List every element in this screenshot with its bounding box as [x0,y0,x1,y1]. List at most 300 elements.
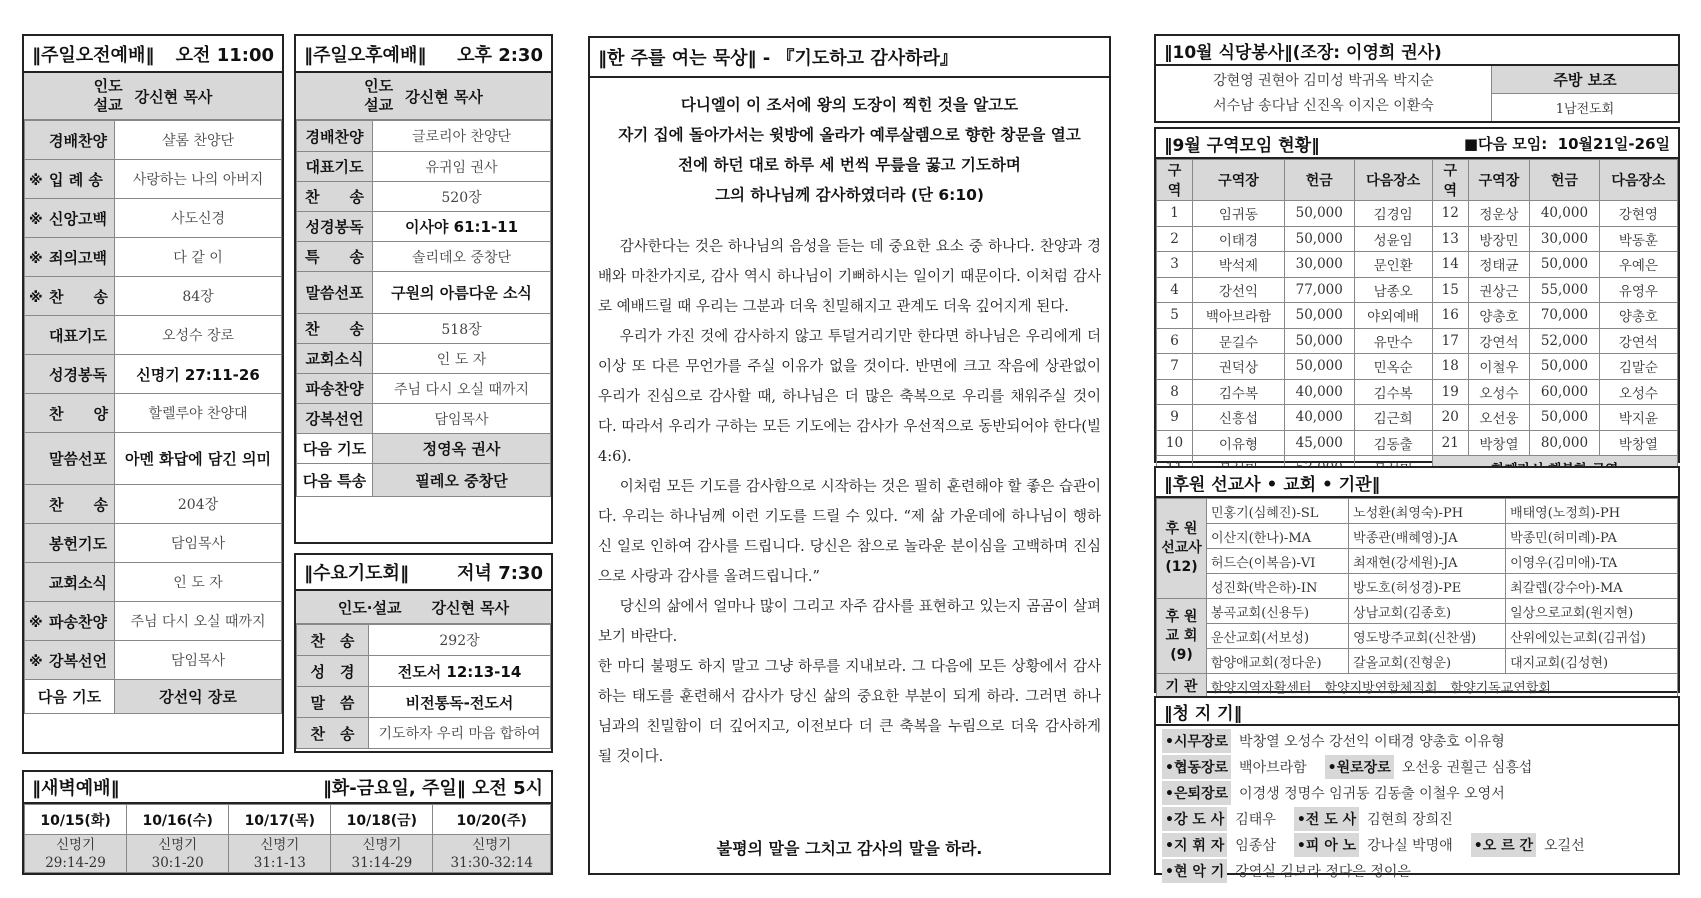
dawn-book: 신명기 [158,836,198,853]
district-header [1156,129,1678,159]
district-cell: 박지윤 [1599,405,1677,431]
district-column-header: 헌금 [1530,160,1600,201]
meditation-paragraph: 이처럼 모든 기도를 감사함으로 시작하는 것은 필히 훈련해야 할 좋은 습관이다. 우리는 하나님께 이런 기도를 드릴 수 있다. “제 삶 가운데에 하나님이 행하신 일로 인하여 감사를 드립니다. 당신은 참으로 놀라운 분이심을 고백하며 진심으로 사랑과 감사를 올려드립니다.” [598,479,1101,585]
morning-order-row [25,160,282,199]
morning-service-time: 오전 11:00 [175,44,274,66]
morning-order-value: 샬롬 찬양단 [115,121,282,160]
morning-order-label-text: 대표기도 [49,326,107,345]
support-table [1156,498,1678,699]
morning-order-label [25,160,115,199]
district-cell: 50,000 [1284,201,1354,227]
district-cell: 40,000 [1530,201,1600,227]
meditation-header [590,38,1109,78]
dawn-book: 신명기 [55,836,96,853]
afternoon-order-label: 경배찬양 [297,121,373,152]
afternoon-leader-row [296,73,551,120]
district-cell: 남종오 [1354,277,1432,303]
morning-order-row [25,563,282,602]
support-panel [1154,466,1680,696]
morning-order-label-text: 찬 양 [49,404,108,423]
meditation-paragraph: 한 마디 불평도 하지 말고 그냥 하루를 지내보라. 그 다음에 모든 상황에서 감사하는 태도를 훈련해서 감사가 당신 삶의 중요한 부분이 되게 하라. 그러면 하나님과의 친밀함이 더 깊어지고, 이전보다 더 큰 축복을 누림으로 더욱 감사하게 될 것이다. [598,659,1101,765]
afternoon-order-value: 구원의 아름다운 소식 [373,272,551,314]
district-cell: 강현영 [1599,201,1677,227]
scripture-line: 자기 집에 돌아가서는 윗방에 올라가 예루살렘으로 향한 창문을 열고 [618,126,1081,144]
morning-order-value: 인 도 자 [115,563,282,602]
morning-order-value: 다 같 이 [115,238,282,277]
morning-order-value: 84장 [115,277,282,316]
afternoon-service-title: ‖주일오후예배‖ [304,44,427,66]
afternoon-order-row [297,404,551,434]
district-cell: 성윤임 [1354,226,1432,252]
morning-order-row [25,277,282,316]
dawn-passage [127,835,229,873]
morning-order-row [25,602,282,641]
officers-line [1156,728,1678,754]
missionary-name: 이산지(한나)-MA [1207,524,1349,549]
morning-order-label-text: 교회소식 [49,573,107,592]
district-cell: 50,000 [1284,328,1354,354]
district-cell: 70,000 [1530,303,1600,329]
district-cell: 50,000 [1284,303,1354,329]
wednesday-order-row [297,656,551,687]
cafeteria-panel [1154,34,1680,123]
district-header-row [1157,160,1678,201]
morning-service-header [24,36,282,73]
missionary-name: 최갈렙(강수아)-MA [1506,574,1678,599]
district-cell: 50,000 [1530,252,1600,278]
district-row [1157,277,1678,303]
morning-order-label [25,524,115,563]
officers-title: ‖청 지 기‖ [1164,703,1243,724]
missionary-label: 후 원 선교사 (12) [1157,499,1207,599]
dawn-passage [229,835,331,873]
district-row [1157,252,1678,278]
afternoon-service-time: 오후 2:30 [457,44,543,66]
district-cell: 강연석 [1599,328,1677,354]
district-column-header: 구역장 [1193,160,1285,201]
missionary-row [1157,574,1678,599]
district-cell: 문길수 [1193,328,1285,354]
wednesday-order-value: 전도서 12:13-14 [369,656,551,687]
district-row [1157,379,1678,405]
church-row [1157,599,1678,624]
morning-order-row [25,121,282,160]
district-table [1156,159,1678,482]
district-cell: 40,000 [1284,379,1354,405]
scripture-line: 전에 하던 대로 하루 세 번씩 무릎을 꿇고 기도하며 [678,156,1021,174]
district-cell: 민옥순 [1354,354,1432,380]
afternoon-order-label: 말씀선포 [297,272,373,314]
afternoon-service-header [296,36,551,73]
district-cell: 방장민 [1468,226,1529,252]
dawn-service-header [24,772,551,804]
afternoon-order-label: 대표기도 [297,152,373,182]
district-row [1157,430,1678,456]
district-cell: 박석제 [1193,252,1285,278]
morning-order-label-text: 성경봉독 [49,365,107,384]
district-column-header: 구역 [1157,160,1193,201]
cafeteria-members-line2: 서수남 송다남 신진옥 이지은 이환숙 [1213,97,1434,114]
district-column-header: 구역장 [1468,160,1529,201]
afternoon-order-row [297,242,551,272]
afternoon-order-value: 정영옥 권사 [373,434,551,464]
officers-line [1156,754,1678,780]
dawn-verse: 30:1-20 [151,854,204,871]
church-name: 봉곡교회(신용두) [1207,599,1349,624]
dawn-date: 10/18(금) [331,805,433,835]
district-column-header: 다음장소 [1599,160,1677,201]
district-cell: 김수복 [1193,379,1285,405]
afternoon-order-row [297,434,551,464]
district-cell: 정태균 [1468,252,1529,278]
dawn-book: 신명기 [260,836,300,853]
district-cell: 16 [1432,303,1468,329]
church-row [1157,624,1678,649]
church-name: 갈올교회(진형운) [1349,649,1506,674]
missionary-name: 노성환(최영숙)-PH [1349,499,1506,524]
afternoon-order-value: 518장 [373,314,551,344]
support-header [1156,468,1678,498]
morning-order-row [25,355,282,394]
officer-role: •지 휘 자 [1162,833,1227,857]
dawn-date: 10/17(목) [229,805,331,835]
morning-order-label-text: 찬 송 [49,495,108,514]
district-cell: 7 [1157,354,1193,380]
district-cell: 이태경 [1193,226,1285,252]
district-cell: 1 [1157,201,1193,227]
morning-order-mark: ※ [29,172,43,189]
officer-names: 강나실 박명애 [1367,838,1453,854]
afternoon-order-label: 다음 특송 [297,464,373,497]
district-row [1157,303,1678,329]
district-cell: 문인환 [1354,252,1432,278]
wednesday-leader-row [296,591,551,624]
morning-order-value: 신명기 27:11-26 [115,355,282,394]
district-column-header: 구역 [1432,160,1468,201]
morning-order-label [25,433,115,485]
dawn-verse: 31:30-32:14 [450,854,533,871]
afternoon-order-row [297,272,551,314]
wednesday-order-value: 기도하자 우리 마음 합하여 [369,718,551,749]
district-cell: 18 [1432,354,1468,380]
meditation-body [590,224,1109,780]
morning-order-label [25,238,115,277]
wednesday-order-value: 비전통독-전도서 [369,687,551,718]
officer-names: 김현희 장희진 [1367,812,1453,828]
district-cell: 30,000 [1284,252,1354,278]
meditation-panel [588,36,1111,875]
wednesday-order-label: 찬 송 [297,625,369,656]
afternoon-order-value: 이사야 61:1-11 [373,212,551,242]
afternoon-order-label: 교회소식 [297,344,373,374]
officers-line [1156,858,1678,884]
district-row [1157,354,1678,380]
afternoon-order-row [297,212,551,242]
officer-names: 강연실 김보라 정다은 정이은 [1235,864,1411,880]
afternoon-order-value: 주님 다시 오실 때까지 [373,374,551,404]
district-cell: 정운상 [1468,201,1529,227]
officers-header [1156,698,1678,726]
district-row [1157,328,1678,354]
morning-order-value: 할렐루야 찬양대 [115,394,282,433]
district-cell: 52,000 [1530,328,1600,354]
morning-order-label [25,641,115,680]
missionary-row [1157,549,1678,574]
morning-next-prayer-row [25,680,282,714]
organization-row [1157,674,1678,699]
meditation-paragraph: 감사한다는 것은 하나님의 음성을 듣는 데 중요한 요소 중 하나다. 찬양과 경배와 마찬가지로, 감사 역시 하나님이 기뻐하시는 일이기 때문이다. 이처럼 감사로 예배드릴 때 우리는 그분과 더욱 친밀해지고 관계도 더욱 깊어지게 된다. [598,239,1101,315]
dawn-passage-row [25,835,551,873]
morning-order-mark: ※ [29,250,43,267]
morning-order-mark: ※ [29,289,43,306]
morning-order-label [25,355,115,394]
officer-role: •협동장로 [1162,755,1231,779]
dawn-verse: 31:14-29 [351,854,413,871]
officers-list [1156,726,1678,884]
officer-role: •피 아 노 [1294,833,1359,857]
wednesday-order-row [297,718,551,749]
dawn-date: 10/16(수) [127,805,229,835]
afternoon-order-value: 글로리아 찬양단 [373,121,551,152]
organization-label: 기 관 [1157,674,1207,699]
afternoon-order-label: 찬 송 [297,182,373,212]
morning-order-mark: ※ [29,653,43,670]
dawn-date: 10/20(주) [433,805,551,835]
morning-leader-row [24,73,282,120]
church-name: 산위에있는교회(김귀섭) [1506,624,1678,649]
wednesday-service-panel [294,553,553,753]
morning-order-label [25,394,115,433]
missionary-name: 최재현(강세원)-JA [1349,549,1506,574]
wednesday-order-value: 292장 [369,625,551,656]
district-cell: 강선익 [1193,277,1285,303]
morning-order-label-text: 죄의고백 [49,248,107,267]
district-cell: 김근희 [1354,405,1432,431]
district-cell: 17 [1432,328,1468,354]
meditation-paragraph: 우리가 가진 것에 감사하지 않고 투덜거리기만 한다면 하나님은 우리에게 더 이상 또 다른 무언가를 주실 이유가 없을 것이다. 반면에 크고 작음에 상관없이 우리가 진심으로 감사할 때, 하나님은 더 많은 축복으로 우리를 채워주실 것이다. 따라서 우리가 구하는 모든 기도에는 감사가 우선적으로 동반되어야 한다(빌 4:6). [598,329,1101,465]
district-cell: 5 [1157,303,1193,329]
meditation-closing: 불평의 말을 그치고 감사의 말을 하라. [716,839,983,858]
district-cell: 14 [1432,252,1468,278]
officer-role: •오 르 간 [1471,833,1536,857]
kitchen-label: 주방 보조 [1492,66,1678,94]
afternoon-order-row [297,314,551,344]
morning-order-row [25,485,282,524]
wednesday-service-time: 저녁 7:30 [457,563,543,584]
district-column-header: 헌금 [1284,160,1354,201]
district-cell: 30,000 [1530,226,1600,252]
district-cell: 12 [1432,201,1468,227]
missionary-name: 박종민(허미례)-PA [1506,524,1678,549]
officer-names: 임종삼 [1235,838,1276,854]
dawn-verse: 31:1-13 [253,854,306,871]
district-cell: 45,000 [1284,430,1354,456]
meditation-scripture [590,90,1109,210]
morning-leader: 강신현 목사 [134,87,213,106]
dawn-book: 신명기 [362,836,402,853]
district-cell: 양총호 [1599,303,1677,329]
wednesday-order-label: 성 경 [297,656,369,687]
district-panel [1154,127,1680,463]
morning-order-value: 204장 [115,485,282,524]
morning-service-panel [22,34,284,754]
officers-line [1156,806,1678,832]
wednesday-order-table [296,624,551,749]
district-cell: 8 [1157,379,1193,405]
church-name: 상남교회(김종호) [1349,599,1506,624]
district-cell: 50,000 [1530,405,1600,431]
district-cell: 50,000 [1284,354,1354,380]
morning-order-label-text: 강복선언 [49,651,107,670]
morning-order-label-text: 봉헌기도 [49,534,107,553]
morning-next-prayer-value: 강선익 장로 [115,680,282,714]
morning-order-label-text: 입 례 송 [49,170,103,189]
morning-order-label [25,485,115,524]
wednesday-service-title: ‖수요기도회‖ [304,563,409,584]
afternoon-order-label: 강복선언 [297,404,373,434]
officer-names: 백아브라함 [1239,760,1307,776]
district-cell: 강연석 [1468,328,1529,354]
morning-order-label [25,277,115,316]
afternoon-order-label: 특 송 [297,242,373,272]
district-cell: 50,000 [1284,226,1354,252]
dawn-service-title: ‖새벽예배‖ [32,778,120,799]
district-cell: 9 [1157,405,1193,431]
district-cell: 19 [1432,379,1468,405]
missionary-name: 배태영(노정희)-PH [1506,499,1678,524]
district-cell: 이철우 [1468,354,1529,380]
church-name: 대지교회(김성현) [1506,649,1678,674]
district-cell: 50,000 [1530,354,1600,380]
morning-order-label-text: 신앙고백 [49,209,107,228]
morning-order-label-text: 파송찬양 [49,612,107,631]
district-row [1157,226,1678,252]
district-cell: 13 [1432,226,1468,252]
afternoon-order-label: 다음 기도 [297,434,373,464]
morning-order-value: 담임목사 [115,524,282,563]
officer-names: 이경생 정명수 임귀동 김동출 이철우 오영서 [1239,786,1505,802]
afternoon-order-row [297,182,551,212]
dawn-passage [433,835,551,873]
district-column-header: 다음장소 [1354,160,1432,201]
missionary-name: 성진화(박은하)-IN [1207,574,1349,599]
officers-line [1156,780,1678,806]
morning-order-label [25,563,115,602]
district-next-meeting: ■다음 모임: 10월21일-26일 [1463,134,1670,153]
officer-role: •시무장로 [1162,729,1231,753]
dawn-verse: 29:14-29 [45,854,106,871]
dawn-service-panel [22,770,553,875]
meditation-paragraph: 당신의 삶에서 얼마나 많이 그리고 자주 감사를 표현하고 있는지 곰곰이 살펴보기 바란다. [598,599,1101,645]
district-cell: 김경임 [1354,201,1432,227]
morning-service-title: ‖주일오전예배‖ [32,44,155,66]
dawn-service-time: ‖화-금요일, 주일‖ 오전 5시 [322,778,543,799]
morning-order-row [25,199,282,238]
district-cell: 오성수 [1599,379,1677,405]
morning-order-row [25,238,282,277]
scripture-line: 그의 하나님께 감사하였더라 (단 6:10) [715,186,984,204]
support-title: ‖후원 선교사 • 교회 • 기관‖ [1164,474,1381,495]
missionary-name: 방도호(허성경)-PE [1349,574,1506,599]
afternoon-order-value: 담임목사 [373,404,551,434]
district-title: ‖9월 구역모임 현황‖ [1164,135,1320,156]
afternoon-order-row [297,464,551,497]
organization-names: 함양지역자활센터 함양지방연합체직회 함양기독교연합회 [1207,674,1678,699]
afternoon-order-value: 솔리데오 중창단 [373,242,551,272]
district-cell: 2 [1157,226,1193,252]
morning-order-row [25,524,282,563]
missionary-row [1157,499,1678,524]
missionary-name: 박종관(배혜영)-JA [1349,524,1506,549]
cafeteria-title: ‖10월 식당봉사‖(조장: 이영희 권사) [1164,42,1442,63]
district-cell: 권덕상 [1193,354,1285,380]
missionary-name: 이영우(김미애)-TA [1506,549,1678,574]
morning-order-label [25,602,115,641]
morning-order-mark: ※ [29,211,43,228]
officer-role: •원로장로 [1325,755,1394,779]
district-cell: 4 [1157,277,1193,303]
afternoon-order-value: 520장 [373,182,551,212]
morning-order-label [25,199,115,238]
district-cell: 40,000 [1284,405,1354,431]
dawn-schedule-table [24,804,551,873]
scripture-line: 다니엘이 이 조서에 왕의 도장이 찍힌 것을 알고도 [680,96,1019,114]
district-cell: 3 [1157,252,1193,278]
wednesday-order-row [297,625,551,656]
afternoon-leader-label: 인도 설교 [364,77,394,114]
district-cell: 20 [1432,405,1468,431]
church-row [1157,649,1678,674]
district-row [1157,201,1678,227]
morning-order-value: 주님 다시 오실 때까지 [115,602,282,641]
cafeteria-members [1156,66,1492,121]
district-cell: 유만수 [1354,328,1432,354]
district-cell: 권상근 [1468,277,1529,303]
morning-leader-label: 인도 설교 [93,77,123,114]
cafeteria-members-line1: 강현영 권현아 김미성 박귀옥 박지순 [1213,72,1434,89]
district-cell: 80,000 [1530,430,1600,456]
meditation-title: ‖한 주를 여는 묵상‖ - 『기도하고 감사하라』 [598,48,958,69]
dawn-book: 신명기 [472,836,512,853]
district-cell: 55,000 [1530,277,1600,303]
wednesday-leader: 인도·설교 강신현 목사 [337,598,510,617]
missionary-name: 민홍기(심혜진)-SL [1207,499,1349,524]
district-cell: 김말순 [1599,354,1677,380]
district-cell: 김수복 [1354,379,1432,405]
wednesday-order-label: 말 씀 [297,687,369,718]
dawn-passage [331,835,433,873]
officer-names: 오길선 [1544,838,1585,854]
dawn-passage [25,835,127,873]
wednesday-order-label: 찬 송 [297,718,369,749]
officers-line [1156,832,1678,858]
morning-order-value: 사랑하는 나의 아버지 [115,160,282,199]
church-name: 일상으로교회(원지현) [1506,599,1678,624]
missionary-row [1157,524,1678,549]
district-cell: 유영우 [1599,277,1677,303]
officers-panel [1154,696,1680,880]
morning-order-table [24,120,282,714]
morning-order-row [25,433,282,485]
afternoon-leader: 강신현 목사 [405,87,483,106]
afternoon-service-panel [294,34,553,544]
church-label: 후 원 교 회 (9) [1157,599,1207,674]
afternoon-order-table [296,120,551,497]
officer-names: 김태우 [1235,812,1276,828]
morning-order-label [25,121,115,160]
afternoon-order-value: 필레오 중창단 [373,464,551,497]
officer-role: •은퇴장로 [1162,781,1231,805]
